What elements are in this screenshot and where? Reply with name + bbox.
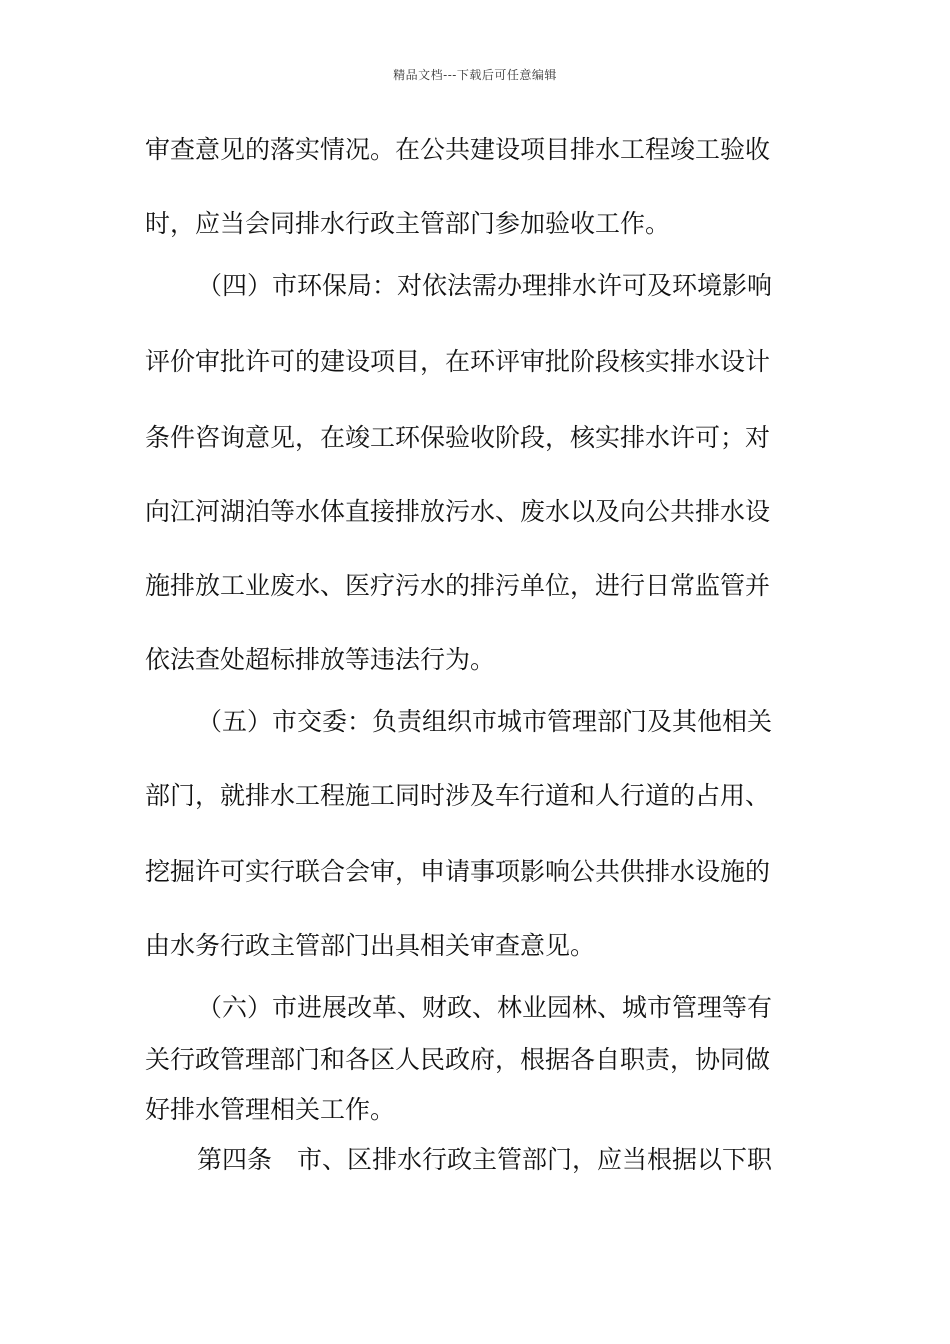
text-line-9: （五）市交委：负责组织市城市管理部门及其他相关 — [197, 707, 773, 736]
text-line-2: 时，应当会同排水行政主管部门参加验收工作。 — [145, 209, 671, 238]
text-line-16: 第四条 市、区排水行政主管部门，应当根据以下职 — [197, 1145, 773, 1174]
text-line-4: 评价审批许可的建设项目，在环评审批阶段核实排水设计 — [145, 347, 771, 376]
text-line-6: 向江河湖泊等水体直接排放污水、废水以及向公共排水设 — [145, 497, 771, 526]
text-line-3: （四）市环保局：对依法需办理排水许可及环境影响 — [197, 271, 773, 300]
text-line-15: 好排水管理相关工作。 — [145, 1095, 396, 1124]
text-line-10: 部门，就排水工程施工同时涉及车行道和人行道的占用、 — [145, 781, 771, 810]
text-line-14: 关行政管理部门和各区人民政府，根据各自职责，协同做 — [145, 1045, 771, 1074]
text-line-1: 审查意见的落实情况。在公共建设项目排水工程竣工验收 — [145, 135, 771, 164]
text-line-7: 施排放工业废水、医疗污水的排污单位，进行日常监管并 — [145, 571, 771, 600]
text-line-11: 挖掘许可实行联合会审，申请事项影响公共供排水设施的 — [145, 857, 771, 886]
text-line-12: 由水务行政主管部门出具相关审查意见。 — [145, 931, 596, 960]
text-line-5: 条件咨询意见，在竣工环保验收阶段，核实排水许可；对 — [145, 423, 771, 452]
document-header: 精品文档---下载后可任意编辑 — [393, 68, 557, 82]
text-line-8: 依法查处超标排放等违法行为。 — [145, 645, 496, 674]
text-line-13: （六）市进展改革、财政、林业园林、城市管理等有 — [197, 993, 773, 1022]
